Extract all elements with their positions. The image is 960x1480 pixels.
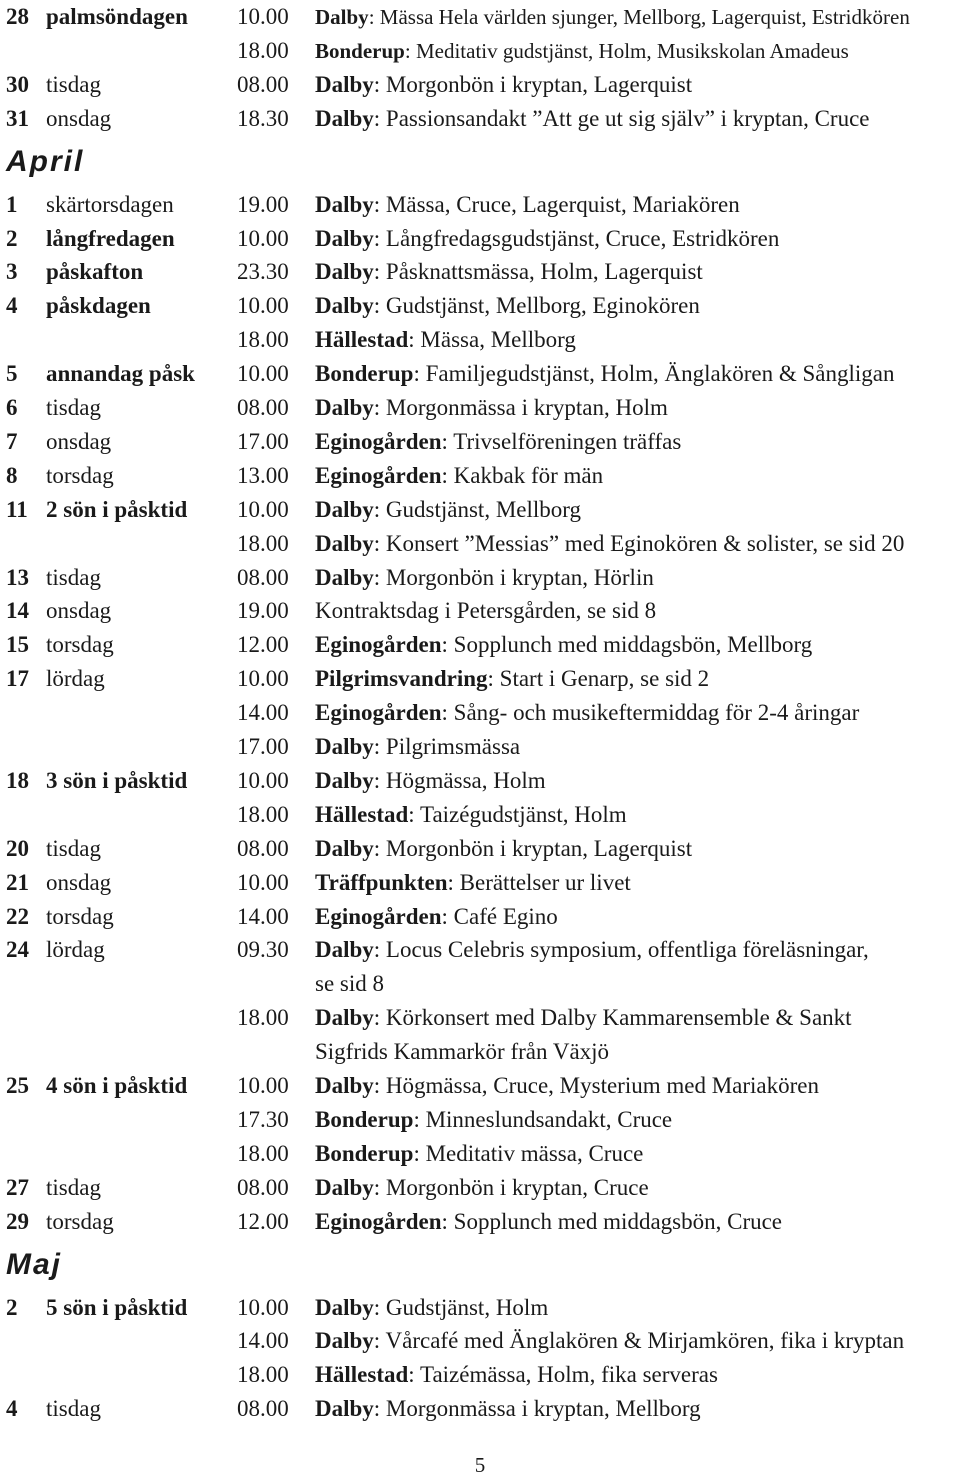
month-heading: April — [6, 144, 85, 178]
weekday: palmsöndagen — [46, 4, 188, 29]
event-time: 18.00 — [237, 801, 289, 827]
event-text: : Café Egino — [441, 903, 558, 929]
day-number: 28 — [6, 4, 29, 29]
event-description — [315, 764, 546, 798]
event-text: : Kakbak för män — [441, 462, 604, 488]
month-heading: Maj — [6, 1247, 63, 1281]
event-time: 18.30 — [237, 105, 289, 131]
event-description — [315, 289, 700, 323]
day-number: 29 — [6, 1208, 29, 1234]
schedule-row — [0, 1069, 960, 1103]
event-time: 18.00 — [237, 1362, 289, 1388]
day-number: 25 — [6, 1073, 29, 1098]
schedule-row — [0, 1035, 960, 1069]
weekday: påskdagen — [46, 293, 151, 319]
schedule-row — [0, 1001, 960, 1035]
event-text: : Minneslundsandakt, Cruce — [413, 1106, 673, 1132]
event-description — [315, 1171, 649, 1205]
day-number: 15 — [6, 632, 29, 658]
schedule-row — [0, 527, 960, 561]
weekday: tisdag — [46, 564, 101, 590]
event-text: : Morgonmässa i kryptan, Mellborg — [373, 1396, 701, 1422]
schedule-row — [0, 1103, 960, 1137]
weekday: lördag — [46, 666, 105, 692]
day-number: 27 — [6, 1174, 29, 1200]
event-text: : Vårcafé med Änglakören & Mirjamkören, fika i kryptan — [373, 1328, 905, 1354]
event-place: Eginogården — [315, 462, 442, 488]
event-place: Dalby — [315, 1073, 374, 1098]
event-text: : Sång- och musikeftermiddag för 2-4 åringar — [441, 700, 860, 726]
event-time: 14.00 — [237, 1328, 289, 1354]
event-time: 18.00 — [237, 327, 289, 353]
event-text: : Gudstjänst, Mellborg, Eginokören — [373, 293, 700, 319]
event-time: 18.00 — [237, 530, 289, 556]
day-number: 3 — [6, 259, 18, 285]
event-place: Dalby — [315, 1174, 374, 1200]
event-text: : Konsert ”Messias” med Eginokören & solister, se sid 20 — [373, 530, 905, 556]
schedule-row — [0, 1171, 960, 1205]
weekday: 3 sön i påsktid — [46, 767, 188, 793]
event-text: : Start i Genarp, se sid 2 — [487, 666, 710, 692]
event-text: : Högmässa, Holm — [373, 767, 546, 793]
event-description — [315, 1069, 819, 1103]
event-description — [315, 900, 558, 934]
event-description — [315, 0, 910, 34]
event-time: 10.00 — [237, 1073, 289, 1098]
event-description — [315, 527, 904, 561]
day-number: 21 — [6, 869, 29, 895]
event-description — [315, 1137, 643, 1171]
event-text: : Påsknattsmässa, Holm, Lagerquist — [373, 259, 703, 285]
event-text: se sid 8 — [315, 971, 384, 997]
event-place: Dalby — [315, 395, 374, 420]
event-place: Dalby — [315, 835, 374, 861]
schedule-row — [0, 1358, 960, 1392]
event-description — [315, 696, 859, 730]
event-text: : Långfredagsgudstjänst, Cruce, Estridkören — [373, 225, 780, 251]
schedule-row — [0, 1392, 960, 1426]
event-text: : Morgonbön i kryptan, Lagerquist — [373, 835, 693, 861]
day-number: 6 — [6, 395, 18, 420]
event-time: 13.00 — [237, 462, 289, 488]
event-place: Dalby — [315, 191, 374, 217]
event-text: Kontraktsdag i Petersgården, se sid 8 — [315, 598, 657, 624]
schedule-row — [0, 102, 960, 136]
weekday: tisdag — [46, 835, 101, 861]
event-text: : Taizémässa, Holm, fika serveras — [408, 1362, 718, 1388]
day-number: 22 — [6, 903, 29, 929]
event-place: Eginogården — [315, 700, 442, 726]
schedule-row — [0, 391, 960, 425]
event-description — [315, 1392, 701, 1426]
schedule-row — [0, 662, 960, 696]
weekday: torsdag — [46, 632, 114, 658]
event-text: : Morgonmässa i kryptan, Holm — [373, 395, 668, 420]
event-time: 17.00 — [237, 428, 289, 454]
event-description — [315, 866, 631, 900]
event-place: Dalby — [315, 1328, 374, 1354]
event-time: 18.00 — [237, 1140, 289, 1166]
event-time: 14.00 — [237, 903, 289, 929]
event-text: : Mässa, Mellborg — [408, 327, 576, 353]
weekday: långfredagen — [46, 225, 175, 251]
event-time: 10.00 — [237, 666, 289, 692]
event-place: Bonderup — [315, 38, 405, 63]
day-number: 4 — [6, 293, 18, 319]
event-place: Eginogården — [315, 1208, 442, 1234]
day-number: 30 — [6, 71, 29, 97]
schedule-row — [0, 459, 960, 493]
day-number: 1 — [6, 191, 18, 217]
event-place: Dalby — [315, 5, 369, 29]
day-number: 14 — [6, 598, 29, 624]
event-text: : Mässa, Cruce, Lagerquist, Mariakören — [373, 191, 740, 217]
event-place: Dalby — [315, 734, 374, 759]
schedule-row — [0, 561, 960, 595]
schedule-row — [0, 798, 960, 832]
event-place: Pilgrimsvandring — [315, 666, 488, 692]
event-place: Bonderup — [315, 1106, 414, 1132]
day-number: 18 — [6, 767, 29, 793]
event-text: : Gudstjänst, Holm — [373, 1294, 549, 1320]
event-description — [315, 730, 520, 764]
event-time: 10.00 — [237, 767, 289, 793]
weekday: tisdag — [46, 395, 101, 420]
event-description — [315, 222, 779, 256]
schedule-row — [0, 425, 960, 459]
day-number: 7 — [6, 428, 18, 454]
weekday: onsdag — [46, 598, 112, 624]
day-number: 31 — [6, 105, 29, 131]
schedule-row — [0, 34, 960, 68]
event-text: : Berättelser ur livet — [447, 869, 631, 895]
event-time: 17.30 — [237, 1106, 289, 1132]
event-text: : Körkonsert med Dalby Kammarensemble & Sankt — [373, 1005, 852, 1031]
schedule-row — [0, 967, 960, 1001]
weekday: tisdag — [46, 1174, 101, 1200]
schedule-row — [0, 1205, 960, 1239]
weekday: torsdag — [46, 1208, 114, 1234]
event-description — [315, 1205, 782, 1239]
day-number: 2 — [6, 225, 18, 251]
event-description — [315, 1358, 718, 1392]
event-description — [315, 967, 384, 1001]
event-text: : Sopplunch med middagsbön, Cruce — [441, 1208, 783, 1234]
event-time: 08.00 — [237, 835, 289, 861]
weekday: tisdag — [46, 71, 101, 97]
event-description — [315, 628, 812, 662]
event-place: Dalby — [315, 937, 374, 963]
weekday: torsdag — [46, 903, 114, 929]
weekday: onsdag — [46, 428, 112, 454]
event-text: Sigfrids Kammarkör från Växjö — [315, 1039, 610, 1065]
weekday: onsdag — [46, 869, 112, 895]
event-description — [315, 1001, 852, 1035]
event-place: Eginogården — [315, 428, 442, 454]
schedule-row — [0, 357, 960, 391]
weekday: 2 sön i påsktid — [46, 496, 188, 522]
event-time: 10.00 — [237, 496, 289, 522]
event-place: Eginogården — [315, 632, 442, 658]
schedule-row — [0, 289, 960, 323]
event-time: 10.00 — [237, 1294, 289, 1320]
event-time: 17.00 — [237, 734, 289, 759]
event-place: Hällestad — [315, 801, 409, 827]
schedule-row — [0, 866, 960, 900]
event-time: 08.00 — [237, 1396, 289, 1422]
event-description — [315, 34, 849, 68]
day-number: 8 — [6, 462, 18, 488]
event-place: Hällestad — [315, 327, 409, 353]
day-number: 4 — [6, 1396, 18, 1422]
schedule-row — [0, 594, 960, 628]
event-description — [315, 391, 668, 425]
day-number: 5 — [6, 361, 18, 387]
schedule-row — [0, 222, 960, 256]
event-description — [315, 188, 740, 222]
event-time: 18.00 — [237, 37, 289, 63]
event-description — [315, 1103, 672, 1137]
day-number: 24 — [6, 937, 29, 963]
weekday: lördag — [46, 937, 105, 963]
weekday: torsdag — [46, 462, 114, 488]
event-text: : Meditativ gudstjänst, Holm, Musikskolan Amadeus — [404, 38, 849, 63]
event-place: Träffpunkten — [315, 869, 448, 895]
event-description — [315, 1291, 548, 1325]
event-description — [315, 561, 654, 595]
event-time: 08.00 — [237, 71, 289, 97]
weekday: 4 sön i påsktid — [46, 1073, 188, 1098]
event-text: : Pilgrimsmässa — [373, 734, 521, 759]
event-time: 10.00 — [237, 869, 289, 895]
weekday: onsdag — [46, 105, 112, 131]
event-text: : Gudstjänst, Mellborg — [373, 496, 582, 522]
event-place: Eginogården — [315, 903, 442, 929]
event-place: Dalby — [315, 564, 374, 590]
event-time: 23.30 — [237, 259, 289, 285]
event-time: 08.00 — [237, 395, 289, 420]
schedule-row — [0, 764, 960, 798]
event-description — [315, 459, 603, 493]
event-place: Dalby — [315, 496, 374, 522]
day-number: 11 — [6, 496, 28, 522]
event-place: Dalby — [315, 71, 374, 97]
event-text: : Morgonbön i kryptan, Hörlin — [373, 564, 654, 590]
event-time: 19.00 — [237, 191, 289, 217]
event-description — [315, 1324, 904, 1358]
schedule-row — [0, 696, 960, 730]
event-time: 10.00 — [237, 361, 289, 387]
event-description — [315, 68, 692, 102]
event-text: : Morgonbön i kryptan, Lagerquist — [373, 71, 693, 97]
event-time: 08.00 — [237, 564, 289, 590]
event-place: Dalby — [315, 1005, 374, 1031]
schedule-row — [0, 188, 960, 222]
event-time: 12.00 — [237, 632, 289, 658]
event-time: 10.00 — [237, 4, 289, 29]
event-place: Dalby — [315, 259, 374, 285]
event-text: : Morgonbön i kryptan, Cruce — [373, 1174, 649, 1200]
day-number: 20 — [6, 835, 29, 861]
event-time: 12.00 — [237, 1208, 289, 1234]
weekday: annandag påsk — [46, 361, 195, 387]
day-number: 2 — [6, 1294, 18, 1320]
event-text: : Meditativ mässa, Cruce — [413, 1140, 644, 1166]
event-description — [315, 357, 894, 391]
schedule-row — [0, 628, 960, 662]
schedule-row — [0, 493, 960, 527]
schedule-row — [0, 1291, 960, 1325]
event-place: Dalby — [315, 293, 374, 319]
page-number: 5 — [474, 1453, 486, 1477]
event-description — [315, 323, 576, 357]
event-description — [315, 832, 692, 866]
event-place: Dalby — [315, 1294, 374, 1320]
event-text: : Passionsandakt ”Att ge ut sig själv” i kryptan, Cruce — [373, 105, 870, 131]
schedule-row — [0, 730, 960, 764]
event-text: : Trivselföreningen träffas — [441, 428, 682, 454]
event-description — [315, 102, 870, 136]
event-description — [315, 425, 681, 459]
schedule-row — [0, 1137, 960, 1171]
weekday: skärtorsdagen — [46, 191, 174, 217]
event-place: Dalby — [315, 767, 374, 793]
event-text: : Mässa Hela världen sjunger, Mellborg, Lagerquist, Estridkören — [368, 5, 910, 29]
event-description — [315, 1035, 609, 1069]
event-text: : Locus Celebris symposium, offentliga föreläsningar, — [373, 937, 869, 963]
weekday: påskafton — [46, 259, 144, 285]
event-time: 09.30 — [237, 937, 289, 963]
schedule-row — [0, 1324, 960, 1358]
event-description — [315, 594, 656, 628]
event-place: Bonderup — [315, 1140, 414, 1166]
weekday: tisdag — [46, 1396, 101, 1422]
event-time: 10.00 — [237, 225, 289, 251]
event-time: 10.00 — [237, 293, 289, 319]
schedule-row — [0, 933, 960, 967]
schedule-row — [0, 255, 960, 289]
schedule-row — [0, 0, 960, 34]
event-place: Dalby — [315, 225, 374, 251]
event-time: 08.00 — [237, 1174, 289, 1200]
day-number: 13 — [6, 564, 29, 590]
event-time: 19.00 — [237, 598, 289, 624]
event-place: Hällestad — [315, 1362, 409, 1388]
event-description — [315, 662, 709, 696]
schedule-row — [0, 68, 960, 102]
event-place: Dalby — [315, 530, 374, 556]
event-text: : Taizégudstjänst, Holm — [408, 801, 627, 827]
event-description — [315, 933, 869, 967]
day-number: 17 — [6, 666, 29, 692]
schedule-row — [0, 323, 960, 357]
event-place: Dalby — [315, 105, 374, 131]
event-description — [315, 493, 581, 527]
event-time: 18.00 — [237, 1005, 289, 1031]
event-text: : Högmässa, Cruce, Mysterium med Mariakören — [373, 1073, 819, 1098]
event-place: Bonderup — [315, 361, 414, 387]
event-description — [315, 798, 627, 832]
schedule-row — [0, 900, 960, 934]
event-time: 14.00 — [237, 700, 289, 726]
event-text: : Familjegudstjänst, Holm, Änglakören & Sångligan — [413, 361, 895, 387]
event-description — [315, 255, 703, 289]
weekday: 5 sön i påsktid — [46, 1294, 188, 1320]
event-place: Dalby — [315, 1396, 374, 1422]
event-text: : Sopplunch med middagsbön, Mellborg — [441, 632, 813, 658]
schedule-row — [0, 832, 960, 866]
